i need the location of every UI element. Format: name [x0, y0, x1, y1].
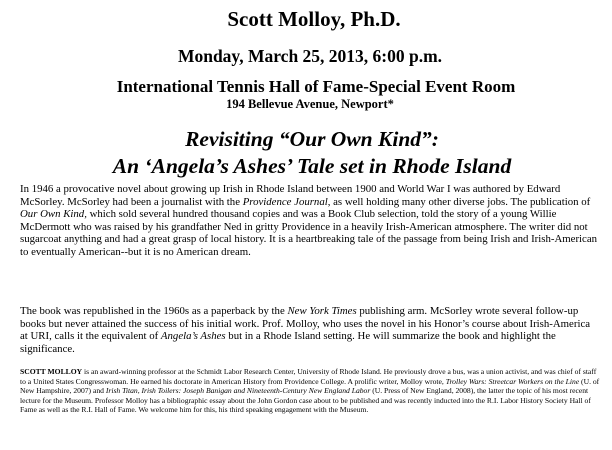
bio-text: (U. Press of New England, 2008), the latter the topic of his most recent lecture for the Museum. Professor Molloy has a bibliographic essay about the John Gordon case about to be published and was recently inducted into the R.I. Labor History Society Hall of Fame as well as the R.I. Hall of Fame. We welcome him for this, his third speaking engagement with the Museum. — [20, 386, 591, 415]
paragraph-text: publishing arm. McSorley wrote several follow-up books but never attained the success of his initial work. Prof. Molloy, who uses the novel in his Honor’s course about Irish-America at URI, calls it the equivalent of — [20, 305, 591, 342]
lecture-title-line2: An ‘Angela’s Ashes’ Tale set in Rhode Island — [112, 154, 512, 178]
event-venue: International Tennis Hall of Fame-Special Event Room — [116, 77, 516, 96]
paragraph-italic-text: Our Own Kind, — [20, 208, 87, 220]
bio-name: SCOTT MOLLOY — [20, 367, 83, 376]
lecture-title-line1: Revisiting “Our Own Kind”: — [185, 127, 439, 151]
bio-text: (U. of New Hampshire, 2007) and — [20, 376, 600, 396]
speaker-name: Scott Molloy, Ph.D. — [227, 7, 401, 31]
description-paragraph-1 — [20, 183, 600, 258]
description-paragraph-2 — [20, 305, 600, 355]
event-datetime: Monday, March 25, 2013, 6:00 p.m. — [177, 46, 443, 66]
speaker-bio — [20, 367, 602, 415]
paragraph-text: The book was republished in the 1960s as a paperback by the — [20, 305, 288, 317]
paragraph-text: , as well holding many other diverse jobs. The publication of — [327, 195, 591, 208]
bio-text: is an award-winning professor at the Schmidt Labor Research Center, University of Rhode Island. He previously drove a bus, was a union activist, and was chief of staff to a United States Congresswoman. He earned his doctorate in American History from Providence College. A prolific writer, Molloy wrote, — [20, 367, 597, 386]
paragraph-text: but in a Rhode Island setting. He will summarize the book and highlight the significance. — [20, 330, 556, 355]
paragraph-italic-text: Angela’s Ashes — [160, 330, 226, 342]
paragraph-italic-text: New York Times — [287, 305, 357, 317]
paragraph-italic-text: Providence Journal — [242, 195, 328, 208]
bio-italic-text: Trolley Wars: Streetcar Workers on the Line — [445, 376, 580, 386]
paragraph-text: which sold several hundred thousand copies and was a Book Club selection, told the story of a young Willie McDermott who was raised by his grandfather Ned in gritty Providence in a heavily Irish-American atmosphere. The writer did not sugarcoat anything and had a great grasp of local history. It is a heartbreaking tale of the passage from being Irish and Irish-American to eventually American--but it is no American dream. — [20, 208, 598, 258]
paragraph-text: In 1946 a provocative novel about growing up Irish in Rhode Island between 1900 and World War I was authored by Edward McSorley. McSorley had been a journalist with the — [20, 183, 561, 208]
event-address: 194 Bellevue Avenue, Newport* — [226, 97, 394, 111]
bio-italic-text: Irish Titan, Irish Toilers: Joseph Banigan and Nineteenth-Century New England Labor — [105, 386, 371, 396]
